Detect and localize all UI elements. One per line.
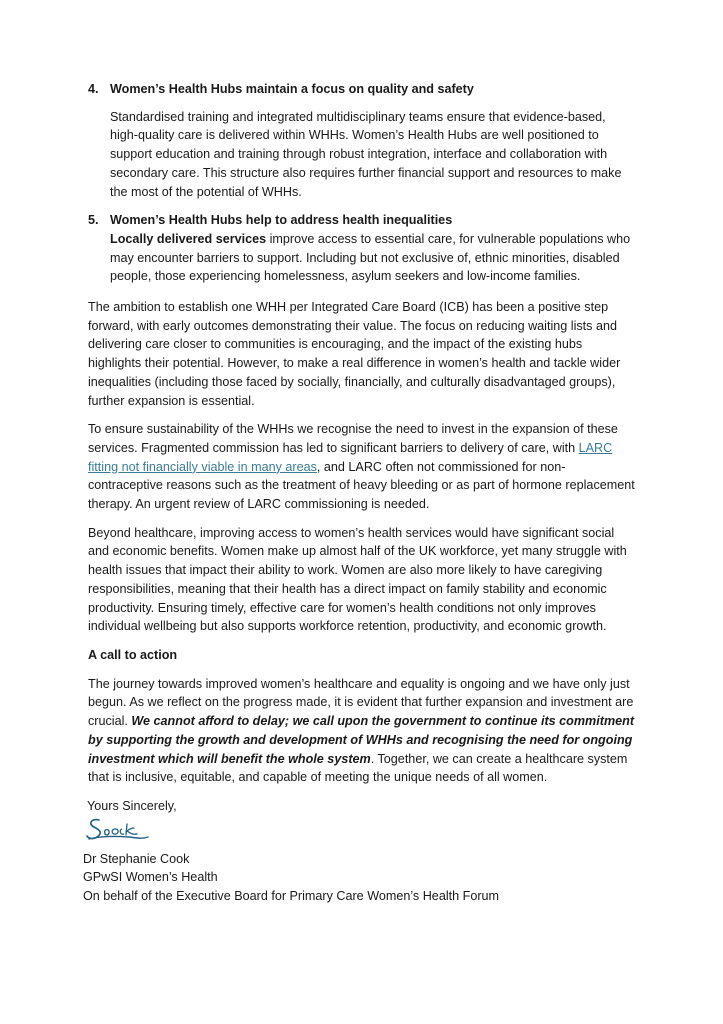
call-to-action-heading: A call to action: [88, 647, 178, 662]
list-body-emphasis: Locally delivered services: [110, 231, 267, 246]
list-number: 5.: [88, 213, 99, 228]
call-to-action-emphasis: We cannot afford to delay; we call upon the government to continue its commitment by supporting the growth and development of WHHs and recognising the need for ongoing investment which will benefit the whole system: [88, 714, 635, 766]
signoff-block: [83, 797, 636, 906]
paragraph-sustainability: [88, 420, 636, 514]
closing-salutation: Yours Sincerely,: [87, 798, 177, 813]
signatory-organisation: On behalf of the Executive Board for Primary Care Women’s Health Forum: [83, 889, 500, 904]
paragraph-text: , and LARC often not commissioned for non-contraceptive reasons such as the treatment of heavy bleeding or as part of hormone replacement therapy. An urgent review of LARC commissioning is needed.: [88, 459, 635, 512]
paragraph-call-to-action: [88, 675, 636, 787]
paragraph-ambition: The ambition to establish one WHH per Integrated Care Board (ICB) has been a positive step forward, with early outcomes demonstrating their value. The focus on reducing waiting lists and delivering care closer to communities is encouraging, and the impact of the existing hubs highlights their potential. However, to make a real difference in women’s health and tackle wider inequalities (including those faced by socially, financially, and culturally disadvantaged groups), further expansion is essential.: [88, 300, 621, 408]
list-body: Standardised training and integrated multidisciplinary teams ensure that evidence-based, high-quality care is delivered within WHHs. Women’s Health Hubs are well positioned to support education and training through robust integration, interface and collaboration with secondary care. This structure also requires further financial support and resources to make the most of the potential of WHHs.: [110, 109, 622, 199]
paragraph-beyond-healthcare: Beyond healthcare, improving access to women’s health services would have significant social and economic benefits. Women make up almost half of the UK workforce, yet many struggle with health issues that impact their ability to work. Women are also more likely to have caregiving responsibilities, meaning that their health has a direct impact on family stability and economic productivity. Ensuring timely, effective care for women’s health conditions not only improves individual wellbeing but also supports workforce retention, productivity, and economic growth.: [88, 525, 627, 634]
signatory-role: GPwSI Women’s Health: [83, 870, 218, 885]
paragraph-text: The journey towards improved women’s healthcare and equality is ongoing and we have only just begun. As we reflect on the progress made, it is evident that further expansion and investment are crucial.: [88, 676, 634, 729]
list-body: [110, 230, 636, 286]
list-heading: Women’s Health Hubs help to address health inequalities: [110, 213, 453, 228]
list-heading: Women’s Health Hubs maintain a focus on quality and safety: [110, 82, 474, 96]
list-number: 4.: [88, 82, 99, 96]
letter-page: [83, 80, 636, 906]
signature-icon: [85, 816, 151, 844]
signatory-name: Dr Stephanie Cook: [83, 851, 190, 866]
paragraph-text: . Together, we can create a healthcare system that is inclusive, equitable, and capable of meeting the unique needs of all women.: [88, 751, 628, 785]
paragraph-text: To ensure sustainability of the WHHs we recognise the need to invest in the expansion of these services. Fragmented commission has led to significant barriers to delivery of care, with: [88, 422, 618, 455]
larc-fitting-link[interactable]: LARC fitting not financially viable in many areas: [88, 440, 613, 474]
list-body-text: improve access to essential care, for vulnerable populations who may encounter barriers to support. Including but not exclusive of, ethnic minorities, disabled people, those experiencing homelessness, asylum seekers and low-income families.: [110, 231, 631, 284]
list-item-quality-safety: [88, 80, 636, 201]
list-item-health-inequalities: [88, 211, 636, 286]
